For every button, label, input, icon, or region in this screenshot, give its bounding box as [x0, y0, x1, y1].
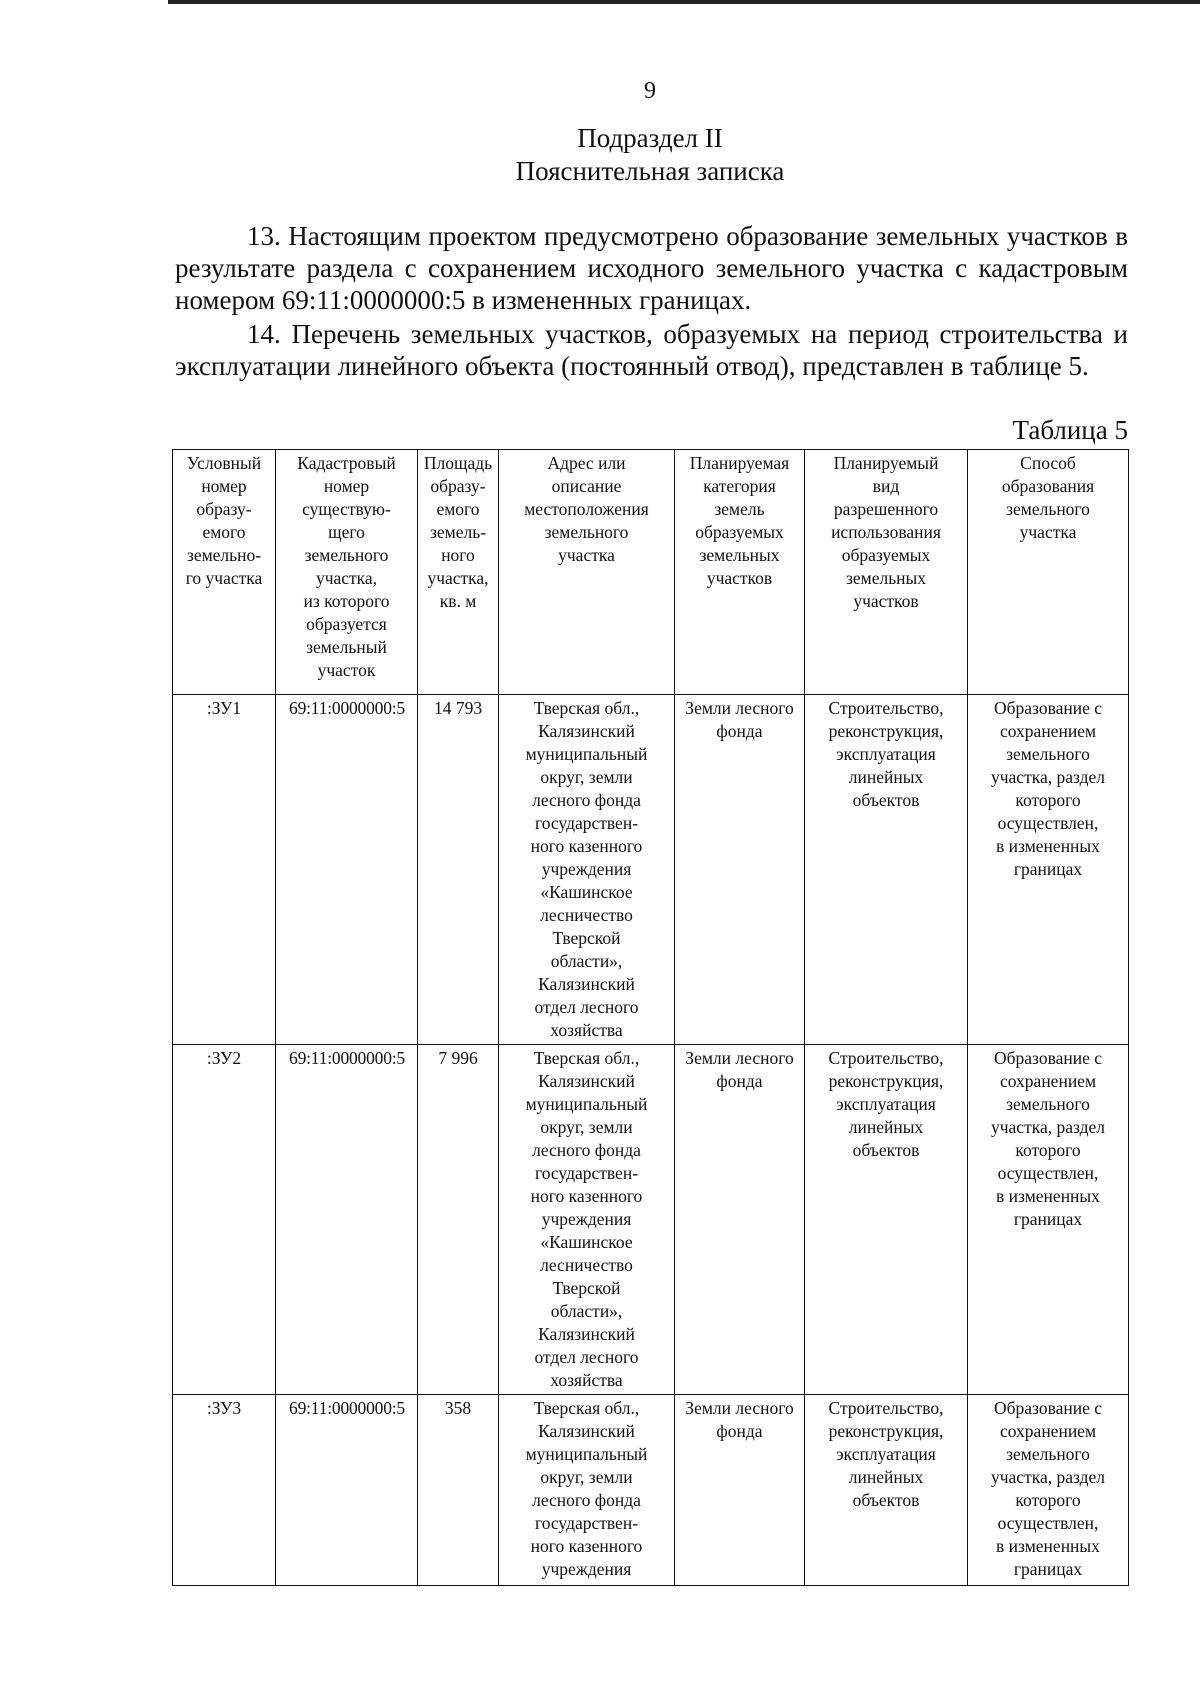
header-plot-code: Условный номер образу- емого земельно- го участка — [173, 450, 276, 695]
cell-address: Тверская обл., Калязинский муниципальный округ, земли лесного фонда государствен- ного казенного учреждения — [499, 1395, 675, 1586]
cell-permitted-use: Строительство, реконструкция, эксплуатация линейных объектов — [805, 695, 968, 1045]
header-address: Адрес или описание местоположения земельного участка — [499, 450, 675, 695]
table-row — [173, 695, 1129, 1045]
cell-land-category: Земли лесного фонда — [675, 1045, 805, 1395]
top-border-line — [168, 0, 1200, 4]
cell-address: Тверская обл., Калязинский муниципальный округ, земли лесного фонда государствен- ного казенного учреждения «Кашинское лесничество Тверской области», Калязинский отдел лесного хозяйства — [499, 695, 675, 1045]
cell-permitted-use: Строительство, реконструкция, эксплуатация линейных объектов — [805, 1045, 968, 1395]
cell-address: Тверская обл., Калязинский муниципальный округ, земли лесного фонда государствен- ного казенного учреждения «Кашинское лесничество Тверской области», Калязинский отдел лесного хозяйства — [499, 1045, 675, 1395]
cell-plot-code: :ЗУ2 — [173, 1045, 276, 1395]
cell-permitted-use: Строительство, реконструкция, эксплуатация линейных объектов — [805, 1395, 968, 1586]
cell-area: 14 793 — [418, 695, 499, 1045]
cell-plot-code: :ЗУ3 — [173, 1395, 276, 1586]
header-area: Площадь образу- емого земель- ного участка, кв. м — [418, 450, 499, 695]
cell-area: 358 — [418, 1395, 499, 1586]
cell-cadastral-number: 69:11:0000000:5 — [276, 695, 418, 1045]
cell-cadastral-number: 69:11:0000000:5 — [276, 1045, 418, 1395]
header-land-category: Планируемая категория земель образуемых земельных участков — [675, 450, 805, 695]
table-caption: Таблица 5 — [1012, 415, 1128, 445]
paragraph-13: 13. Настоящим проектом предусмотрено образование земельных участков в результате раздела с сохранением исходного земельного участка с кадастровым номером 69:11:0000000:5 в измененных границах. — [175, 221, 1128, 315]
cell-land-category: Земли лесного фонда — [675, 1395, 805, 1586]
subsection-title: Подраздел II — [577, 123, 723, 153]
paragraph-13-block — [175, 220, 1128, 316]
page-number: 9 — [644, 78, 656, 104]
cell-formation-method: Образование с сохранением земельного участка, раздел которого осуществлен, в измененных границах — [968, 695, 1129, 1045]
cell-area: 7 996 — [418, 1045, 499, 1395]
header-cadastral-number: Кадастровый номер существую- щего земельного участка, из которого образуется земельный участок — [276, 450, 418, 695]
cell-formation-method: Образование с сохранением земельного участка, раздел которого осуществлен, в измененных границах — [968, 1045, 1129, 1395]
header-permitted-use: Планируемый вид разрешенного использования образуемых земельных участков — [805, 450, 968, 695]
table-header-row — [173, 450, 1129, 695]
document-title: Пояснительная записка — [515, 156, 785, 186]
cell-formation-method: Образование с сохранением земельного участка, раздел которого осуществлен, в измененных границах — [968, 1395, 1129, 1586]
cell-land-category: Земли лесного фонда — [675, 695, 805, 1045]
paragraph-14: 14. Перечень земельных участков, образуемых на период строительства и эксплуатации линейного объекта (постоянный отвод), представлен в таблице 5. — [175, 319, 1128, 381]
land-plots-table — [172, 449, 1129, 1586]
cell-cadastral-number: 69:11:0000000:5 — [276, 1395, 418, 1586]
paragraph-14-block — [175, 318, 1128, 382]
table-row — [173, 1395, 1129, 1586]
table-row — [173, 1045, 1129, 1395]
header-formation-method: Способ образования земельного участка — [968, 450, 1129, 695]
cell-plot-code: :ЗУ1 — [173, 695, 276, 1045]
section-heading — [0, 122, 1200, 188]
